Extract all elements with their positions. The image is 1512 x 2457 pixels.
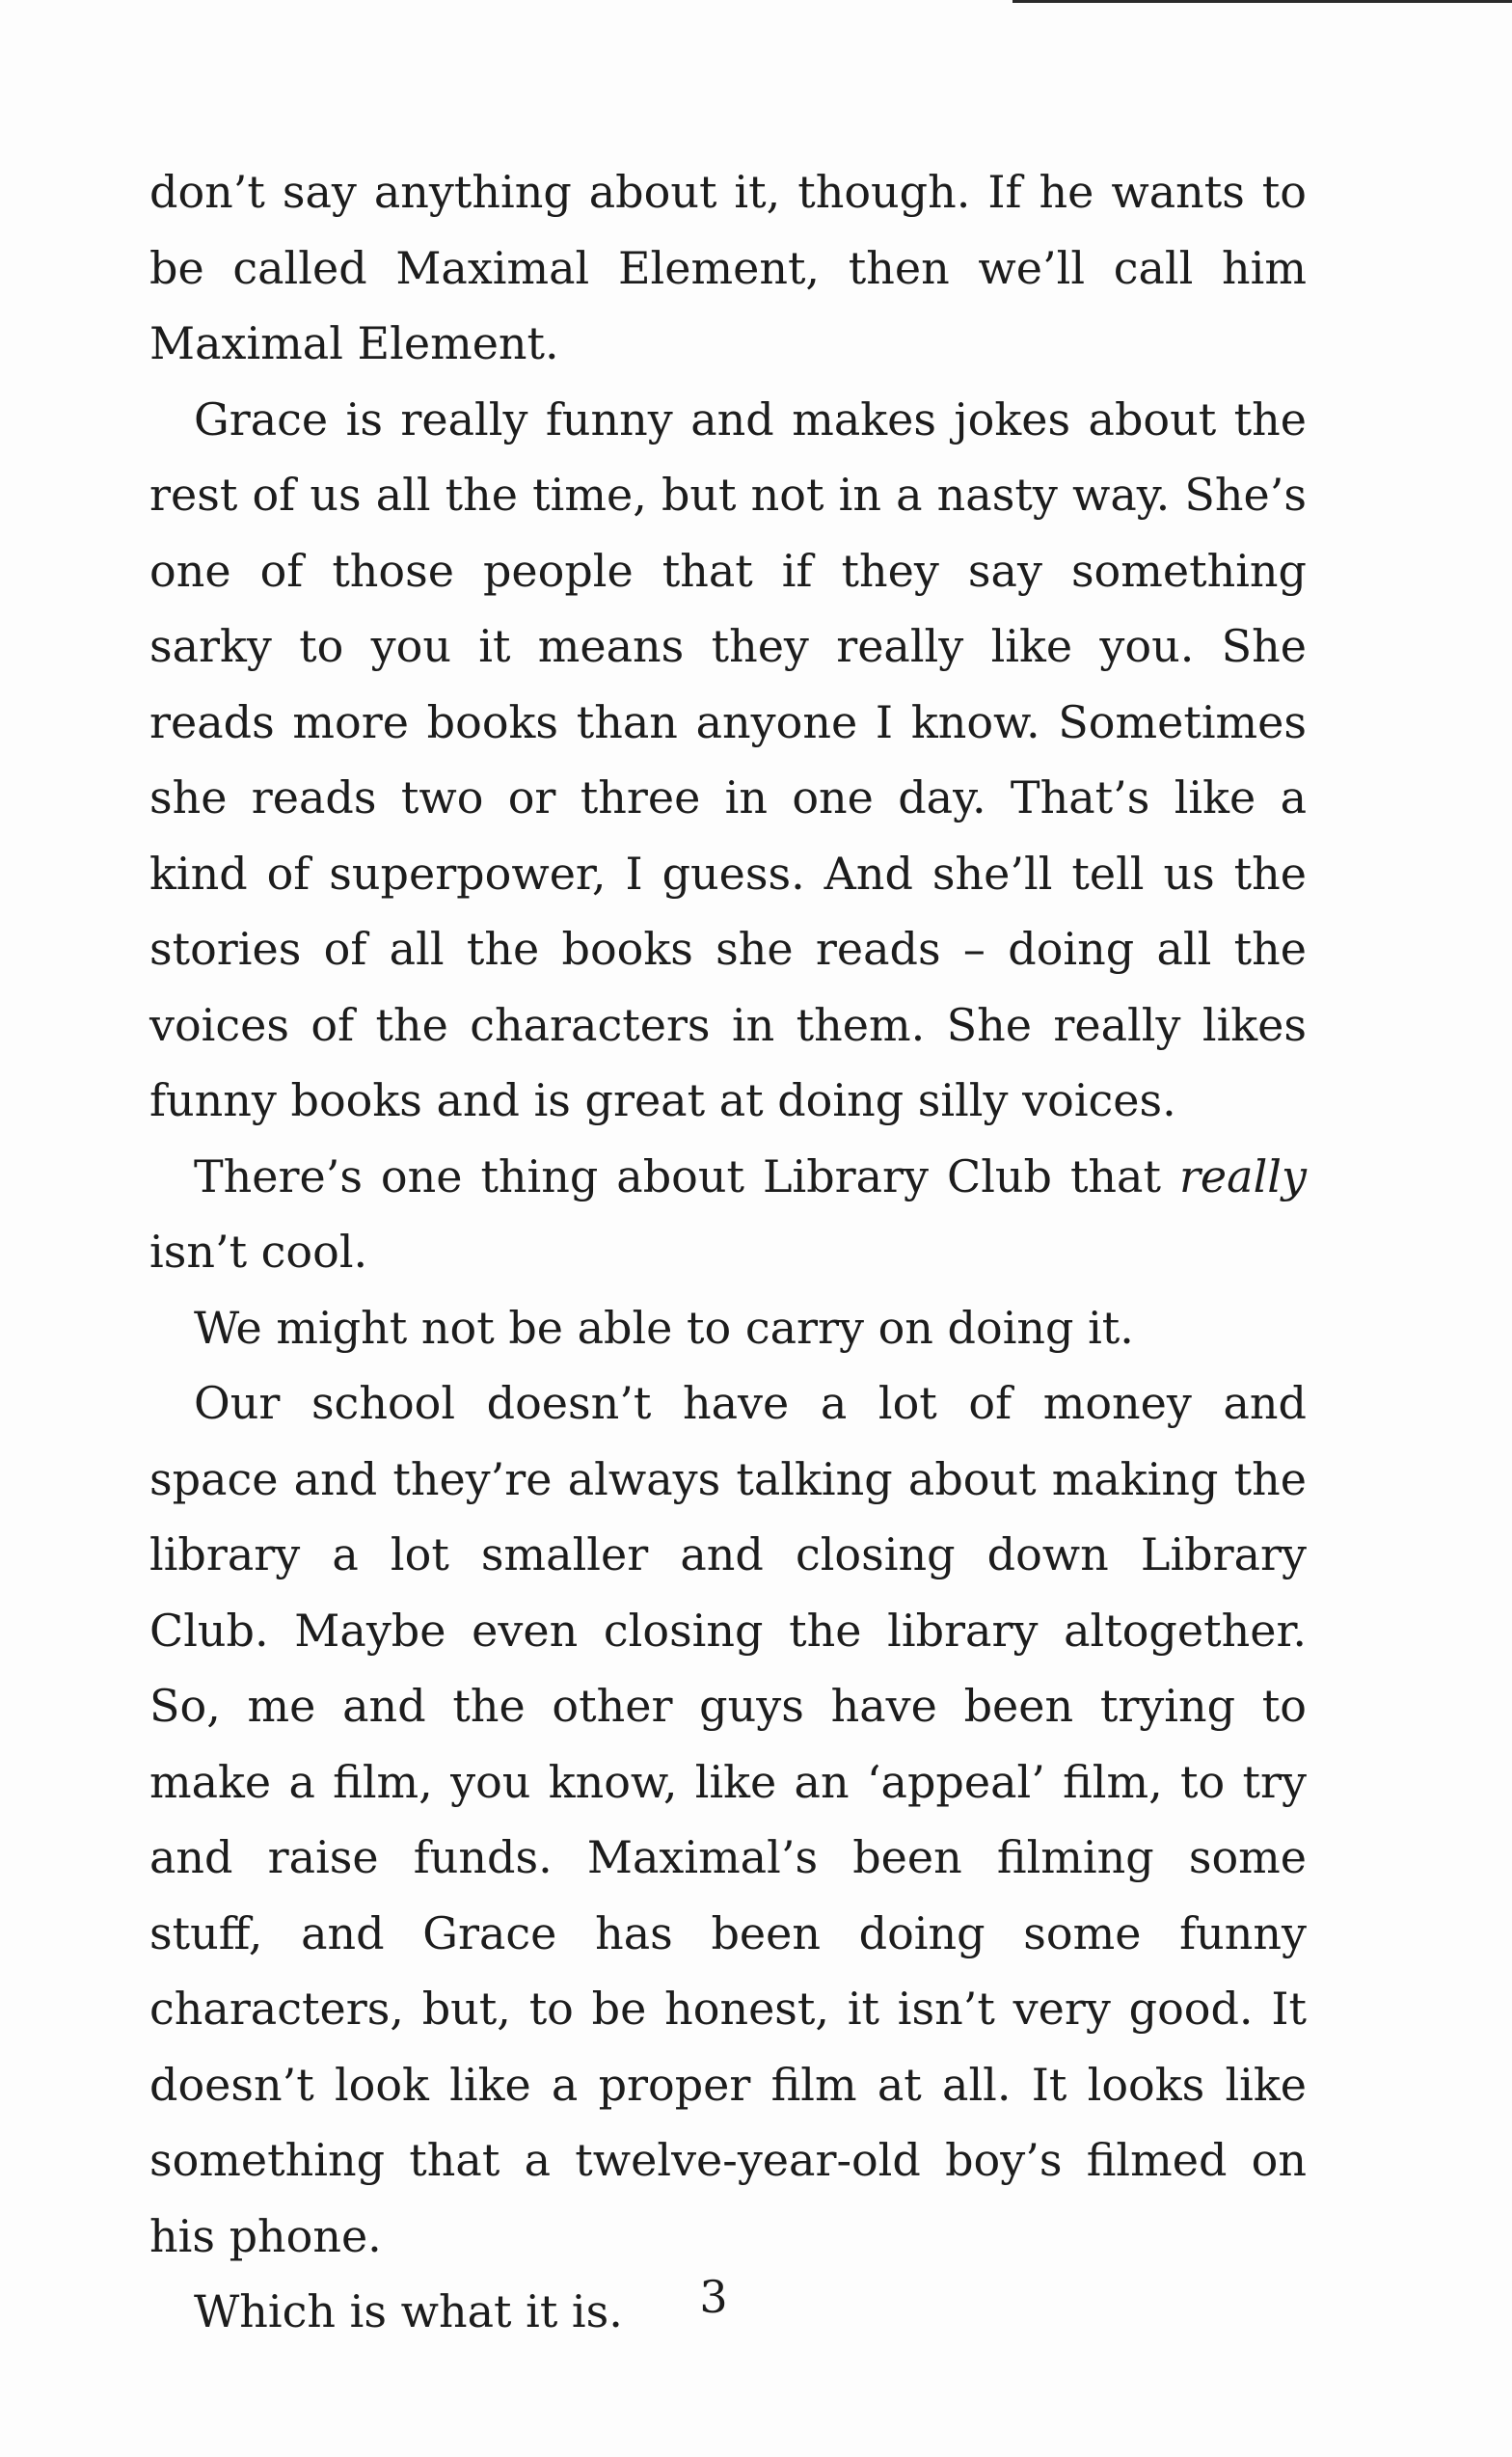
- paragraph-1: [149, 154, 1307, 382]
- paragraph-3-text-a: There’s one thing about Library Club that: [194, 1149, 1179, 1202]
- paragraph-4-text: We might not be able to carry on doing it.: [194, 1301, 1134, 1354]
- paragraph-6-text: Which is what it is.: [194, 2285, 623, 2337]
- page-number: 3: [699, 2271, 728, 2323]
- paragraph-2-text: Grace is really funny and makes jokes about the rest of us all the time, but not in a nasty way. She’s one of those people that if they say something sarky to you it means they really like you. She reads more books than anyone I know. Sometimes she reads two or three in one day. That’s like a kind of superpower, I guess. And she’ll tell us the stories of all the books she reads – doing all the voices of the characters in them. She really likes funny books and is great at doing silly voices.: [149, 392, 1307, 1126]
- paragraph-3-text-b: isn’t cool.: [149, 1226, 368, 1278]
- paragraph-3: [149, 1139, 1307, 1290]
- paragraph-2: [149, 382, 1307, 1139]
- paragraph-5: [149, 1365, 1307, 2274]
- paragraph-3-emphasis: really: [1178, 1149, 1307, 1202]
- paragraph-5-text: Our school doesn’t have a lot of money and space and they’re always talking about making the library a lot smaller and closing down Library Club. Maybe even closing the library altogether. So, me and the other guys have been trying to make a film, you know, like an ‘appeal’ film, to try and raise funds. Maximal’s been filming some stuff, and Grace has been doing some funny characters, but, to be honest, it isn’t very good. It doesn’t look like a proper film at all. It looks like something that a twelve-year-old boy’s filmed on his phone.: [149, 1377, 1307, 2262]
- paragraph-1-text: don’t say anything about it, though. If he wants to be called Maximal Element, then we’ll call him Maximal Element.: [149, 166, 1307, 369]
- body-text: [149, 154, 1307, 2350]
- paragraph-4: [149, 1290, 1307, 1366]
- page-edge-divider: [1012, 0, 1512, 3]
